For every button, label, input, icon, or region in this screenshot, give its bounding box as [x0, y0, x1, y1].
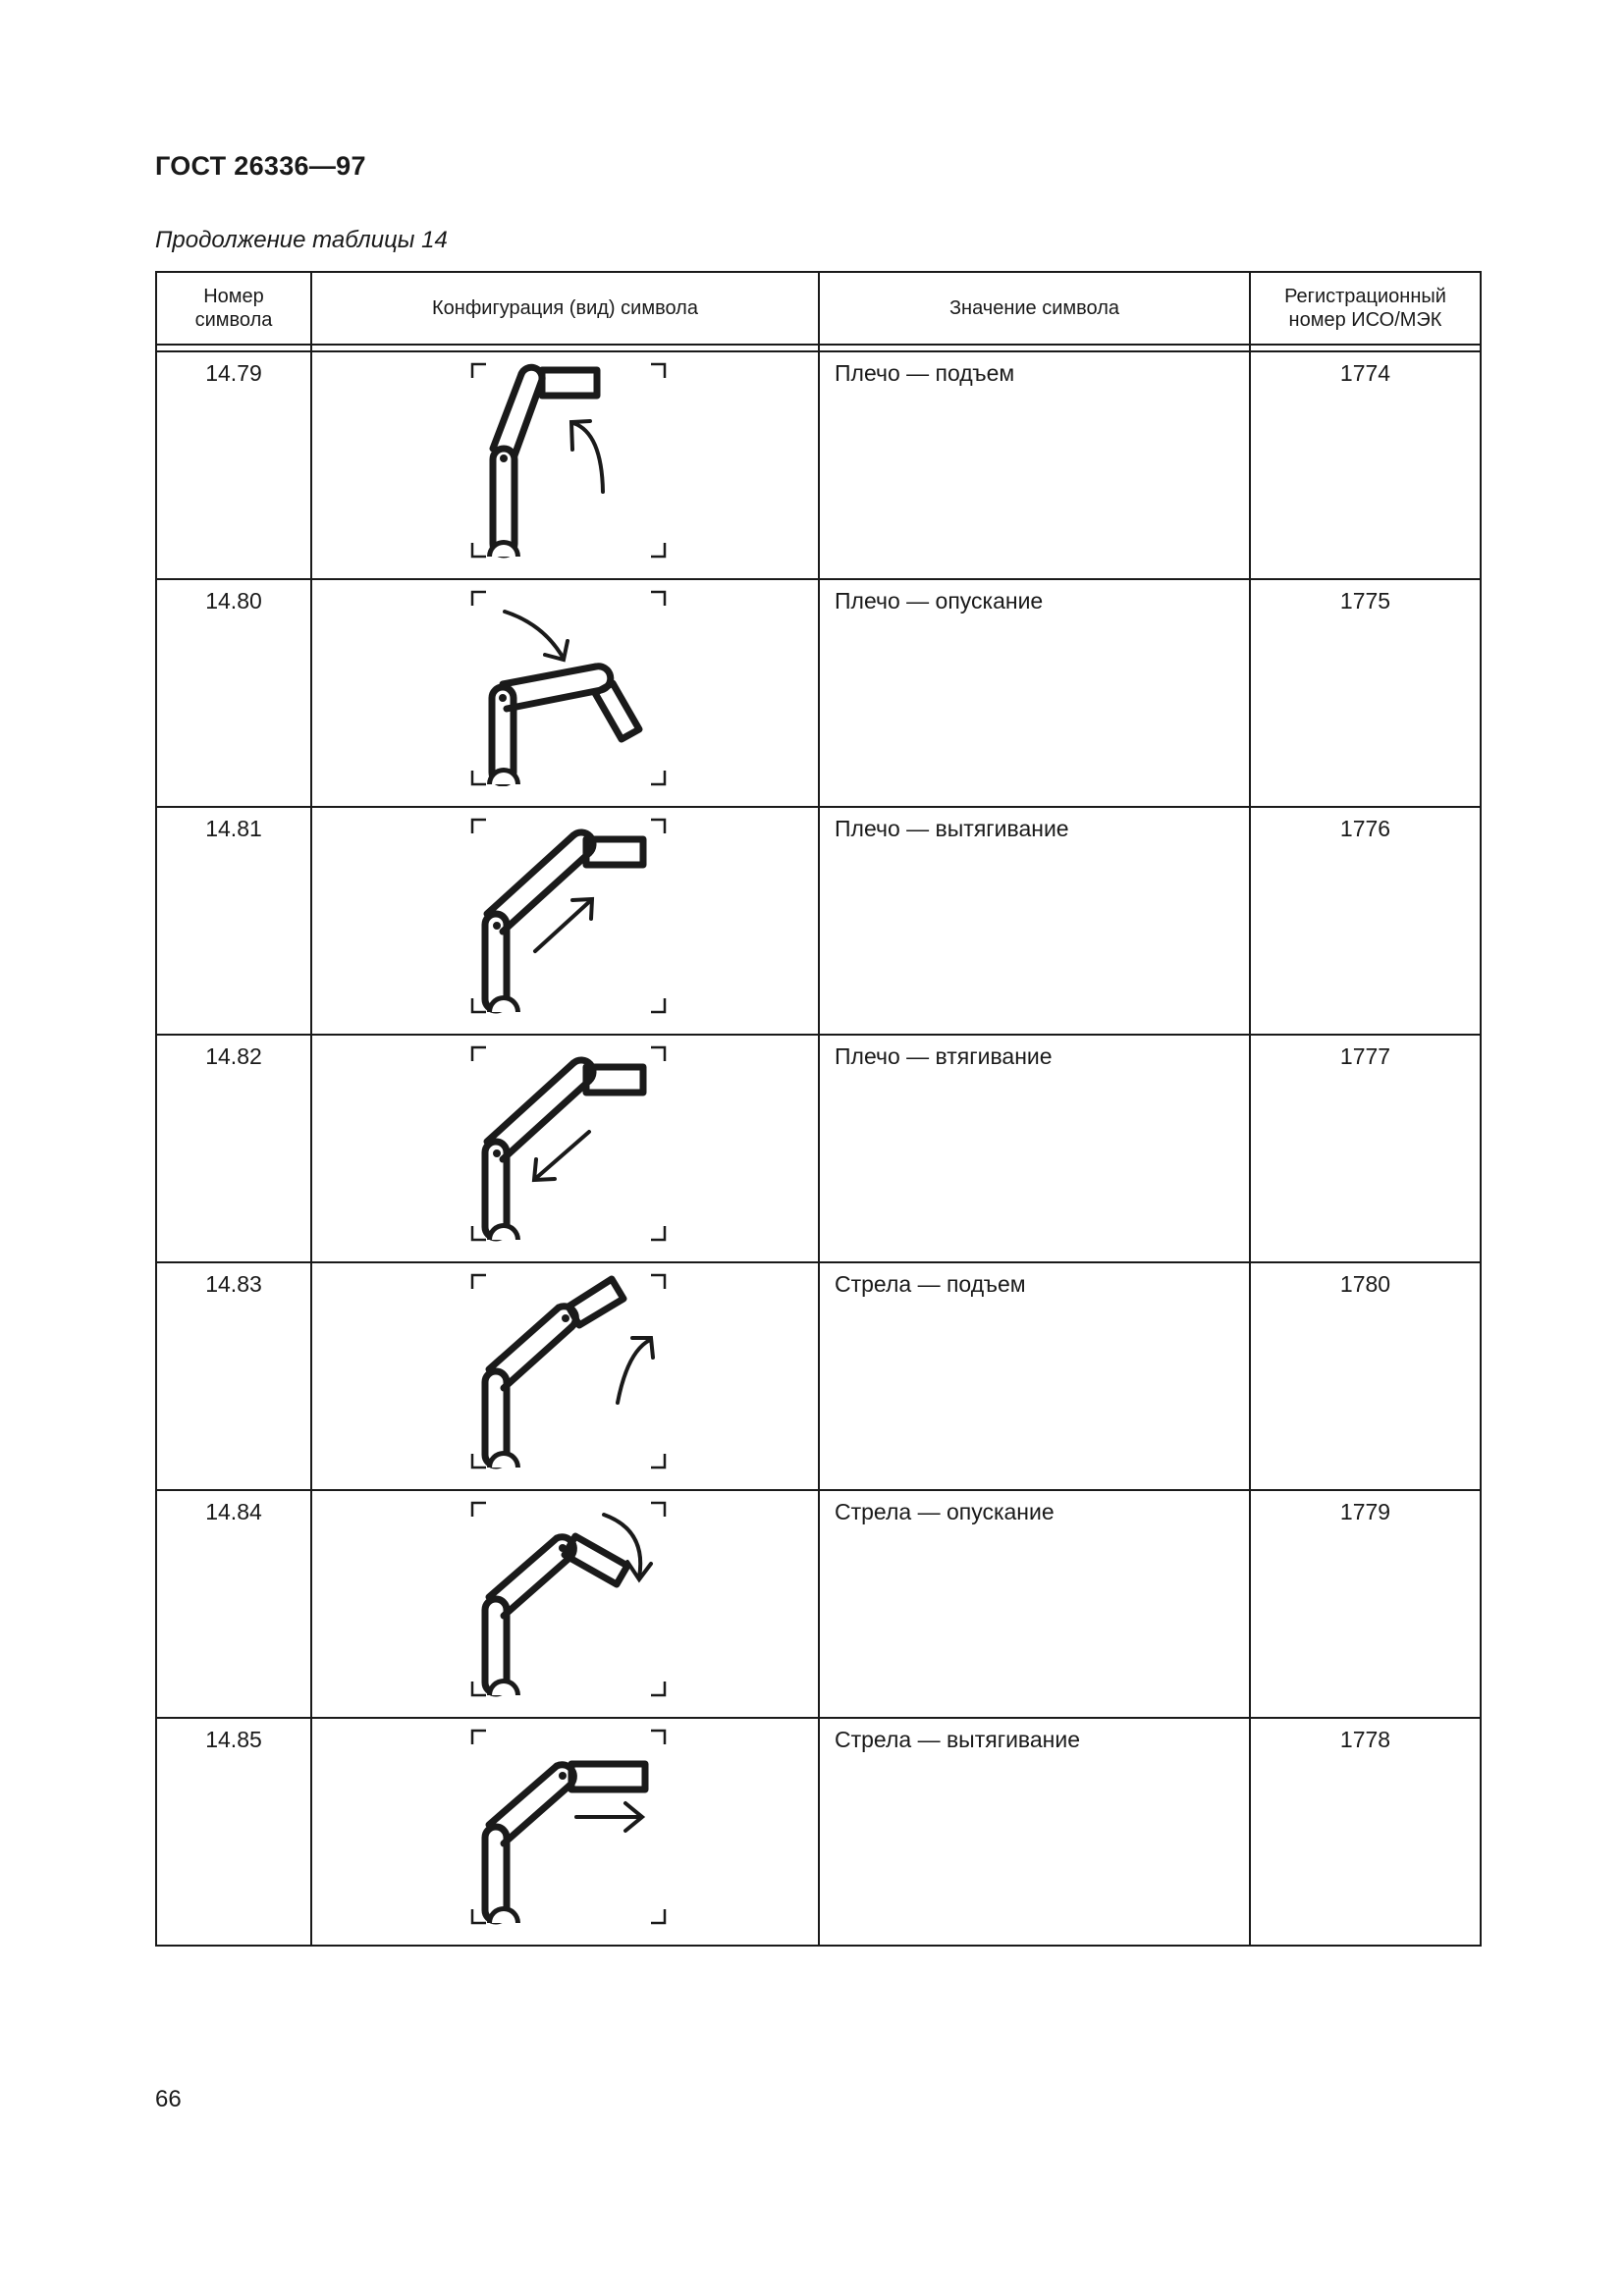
symbol-number: 14.82 [156, 1035, 311, 1262]
symbol-meaning: Стрела — подъем [819, 1262, 1250, 1490]
table-caption: Продолжение таблицы 14 [155, 227, 448, 253]
symbol-number: 14.84 [156, 1490, 311, 1718]
symbols-table [155, 271, 1482, 1947]
header-spacer-row [156, 345, 1481, 351]
boom-extend-icon [470, 1729, 667, 1925]
symbol-config-cell [311, 1490, 819, 1718]
column-header-number: Номер символа [156, 272, 311, 345]
symbol-number: 14.79 [156, 351, 311, 579]
document-header: ГОСТ 26336—97 [155, 151, 366, 181]
symbol-config-cell [311, 1262, 819, 1490]
symbol-meaning: Плечо — опускание [819, 579, 1250, 807]
registration-number: 1779 [1250, 1490, 1481, 1718]
table-row [156, 579, 1481, 807]
symbol-meaning: Плечо — вытягивание [819, 807, 1250, 1035]
table-row [156, 1262, 1481, 1490]
registration-number: 1775 [1250, 579, 1481, 807]
column-header-meaning: Значение символа [819, 272, 1250, 345]
shoulder-retract-icon [470, 1045, 667, 1242]
boom-lower-icon [470, 1501, 667, 1697]
column-header-reg: Регистрационный номер ИСО/МЭК [1250, 272, 1481, 345]
symbol-number: 14.85 [156, 1718, 311, 1946]
table-row [156, 807, 1481, 1035]
table-row [156, 1718, 1481, 1946]
symbol-config-cell [311, 1035, 819, 1262]
symbol-number: 14.81 [156, 807, 311, 1035]
registration-number: 1774 [1250, 351, 1481, 579]
symbol-config-cell [311, 807, 819, 1035]
table-row [156, 1490, 1481, 1718]
shoulder-raise-icon [470, 362, 667, 559]
table-row [156, 1035, 1481, 1262]
symbol-meaning: Плечо — втягивание [819, 1035, 1250, 1262]
registration-number: 1780 [1250, 1262, 1481, 1490]
table-header-row [156, 272, 1481, 345]
symbol-meaning: Плечо — подъем [819, 351, 1250, 579]
symbol-config-cell [311, 1718, 819, 1946]
symbol-meaning: Стрела — опускание [819, 1490, 1250, 1718]
registration-number: 1776 [1250, 807, 1481, 1035]
shoulder-extend-icon [470, 818, 667, 1014]
registration-number: 1777 [1250, 1035, 1481, 1262]
registration-number: 1778 [1250, 1718, 1481, 1946]
table-row [156, 351, 1481, 579]
column-header-config: Конфигурация (вид) символа [311, 272, 819, 345]
page-number: 66 [155, 2086, 182, 2112]
symbol-number: 14.80 [156, 579, 311, 807]
boom-raise-icon [470, 1273, 667, 1469]
symbol-number: 14.83 [156, 1262, 311, 1490]
shoulder-lower-icon [470, 590, 667, 786]
symbol-meaning: Стрела — вытягивание [819, 1718, 1250, 1946]
symbol-config-cell [311, 579, 819, 807]
symbol-config-cell [311, 351, 819, 579]
